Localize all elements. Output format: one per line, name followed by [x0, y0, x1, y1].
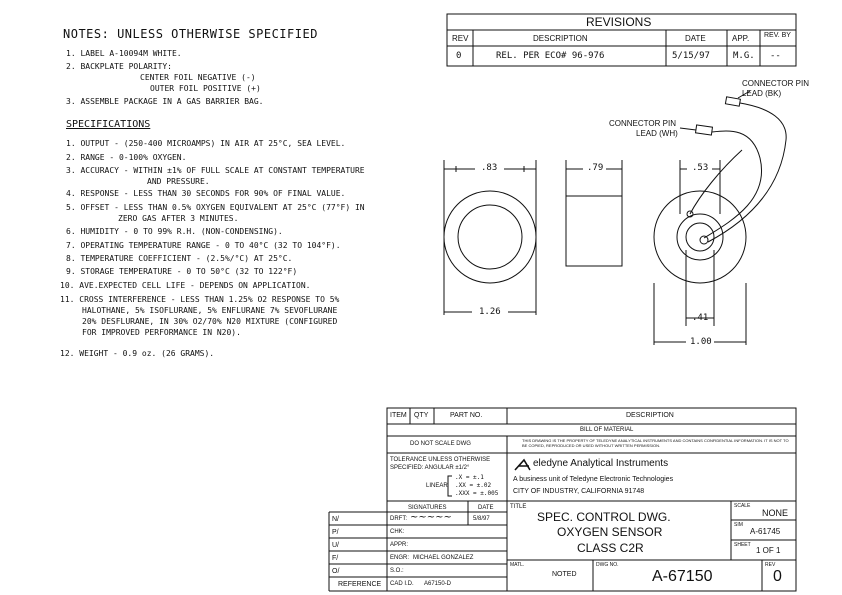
spec-6: 6. HUMIDITY - 0 TO 99% R.H. (NON-CONDENSING).	[66, 227, 283, 236]
dim-back-100: 1.00	[690, 337, 712, 347]
company-name: eledyne Analytical Instruments	[533, 458, 669, 469]
cad-id: A67150-D	[424, 581, 452, 587]
matl-header: MATL.	[510, 562, 525, 568]
title-header: TITLE	[510, 504, 527, 510]
engr-label: ENGR:	[390, 555, 410, 561]
sensor-end-view-left	[444, 160, 536, 315]
tolerance-x: .X = ±.1	[455, 474, 484, 481]
bk-lead-label: CONNECTOR PIN	[742, 79, 809, 88]
spec-4: 4. RESPONSE - LESS THAN 30 SECONDS FOR 90% OF FINAL VALUE.	[66, 189, 346, 198]
rev-row-app: M.G.	[733, 51, 755, 61]
company-city: CITY OF INDUSTRY, CALIFORNIA 91748	[513, 488, 645, 495]
bill-of-material: BILL OF MATERIAL	[580, 427, 634, 433]
drawing-title-2: OXYGEN SENSOR	[557, 525, 663, 539]
spec-11-cont3: FOR IMPROVED PERFORMANCE IN N20).	[82, 328, 241, 337]
dim-back-53: .53	[692, 163, 709, 173]
scale-header: SCALE	[734, 503, 751, 509]
scale-value: NONE	[762, 508, 789, 518]
spec-3-cont: AND PRESSURE.	[147, 177, 210, 186]
tolerance-line-1: TOLERANCE UNLESS OTHERWISE	[390, 457, 491, 463]
ref-label-n: N/	[332, 516, 339, 523]
revisions-title: REVISIONS	[586, 15, 652, 29]
wh-lead-label: CONNECTOR PIN	[609, 119, 676, 128]
cad-label: CAD I.D.	[390, 581, 414, 587]
spec-1: 1. OUTPUT - (250-400 MICROAMPS) IN AIR AT 25°C, SEA LEVEL.	[66, 139, 346, 148]
dim-back-41: .41	[692, 313, 709, 323]
bk-lead-label-2: LEAD (BK)	[742, 89, 782, 98]
ref-label-p: P/	[332, 529, 339, 536]
rev-row-revby: --	[770, 51, 781, 61]
sensor-side-view	[566, 160, 622, 266]
tolerance-line-2: SPECIFIED: ANGULAR ±1/2°	[390, 465, 470, 471]
spec-5: 5. OFFSET - LESS THAN 0.5% OXYGEN EQUIVALENT AT 25°C (77°F) IN	[66, 203, 365, 212]
spec-9: 9. STORAGE TEMPERATURE - 0 TO 50°C (32 TO 122°F)	[66, 267, 298, 276]
rev-header-revby: REV. BY	[764, 32, 791, 39]
matl-value: NOTED	[552, 571, 577, 578]
sheet-value: 1 OF 1	[756, 546, 781, 555]
tolerance-xxx: .XXX = ±.005	[455, 490, 499, 497]
ref-label-u: U/	[332, 542, 339, 549]
spec-10: 10. AVE.EXPECTED CELL LIFE - DEPENDS ON APPLICATION.	[60, 281, 311, 290]
spec-3: 3. ACCURACY - WITHIN ±1% OF FULL SCALE AT CONSTANT TEMPERATURE	[66, 166, 365, 175]
drawing-title-3: CLASS C2R	[577, 541, 644, 555]
dwg-no-value: A-67150	[652, 568, 713, 585]
rev-header-app: APP.	[732, 34, 750, 43]
title-block-lines	[329, 408, 796, 591]
bom-header-qty: QTY	[414, 412, 429, 419]
bom-header-item: ITEM	[390, 412, 407, 419]
spec-11: 11. CROSS INTERFERENCE - LESS THAN 1.25% O2 RESPONSE TO 5%	[60, 295, 340, 304]
spec-11-cont2: 20% DESFLURANE, IN 30% O2/70% N20 MIXTURE (CONFIGURED	[82, 317, 338, 326]
rev-row-description: REL. PER ECO# 96-976	[496, 51, 605, 61]
spec-2: 2. RANGE - 0-100% OXYGEN.	[66, 153, 187, 162]
spec-5-cont: ZERO GAS AFTER 3 MINUTES.	[118, 214, 239, 223]
rev-row-rev: 0	[456, 51, 462, 61]
drft-date: 5/8/97	[473, 516, 490, 522]
date-header: DATE	[478, 505, 494, 511]
note-3: 3. ASSEMBLE PACKAGE IN A GAS BARRIER BAG.	[66, 97, 264, 106]
rev-header-date: DATE	[685, 34, 706, 43]
rev-value: 0	[773, 568, 782, 585]
spec-8: 8. TEMPERATURE COEFFICIENT - (2.5%/°C) AT 25°C.	[66, 254, 293, 263]
rev-header: REV	[765, 562, 776, 568]
appr-label: APPR:	[390, 542, 409, 548]
rev-row-date: 5/15/97	[672, 51, 710, 61]
spec-12: 12. WEIGHT - 0.9 oz. (26 GRAMS).	[60, 349, 215, 358]
wh-lead-label-2: LEAD (WH)	[636, 129, 678, 138]
bom-header-part: PART NO.	[450, 412, 483, 419]
proprietary-notice: THIS DRAWING IS THE PROPERTY OF TELEDYNE ANALYTICAL INSTRUMENTS AND CONTAINS CONFIDENTIAL INFORMATION. IT IS NOT TO BE COPIED, REPRODUCED OR USED WITHOUT WRITTEN PERMISSION.	[522, 438, 789, 448]
do-not-scale: DO NOT SCALE DWG	[410, 441, 471, 447]
ref-label-o: O/	[332, 568, 340, 575]
bom-header-description: DESCRIPTION	[626, 412, 674, 419]
spec-7: 7. OPERATING TEMPERATURE RANGE - 0 TO 40°C (32 TO 104°F).	[66, 241, 341, 250]
note-1: 1. LABEL A-10094M WHITE.	[66, 49, 182, 58]
reference-label: REFERENCE	[338, 581, 382, 588]
drft-signature: ~~~~~	[410, 512, 452, 523]
drft-label: DRFT:	[390, 516, 407, 522]
tolerance-linear: LINEAR	[426, 483, 448, 489]
company-subtitle: A business unit of Teledyne Electronic Technologies	[513, 476, 674, 483]
drawing-title-1: SPEC. CONTROL DWG.	[537, 510, 671, 524]
engr-name: MICHAEL GONZALEZ	[413, 555, 474, 561]
dim-outer-id: .83	[481, 163, 498, 173]
teledyne-logo-icon	[515, 460, 530, 470]
sim-header: SIM	[734, 522, 743, 528]
note-2-outer: OUTER FOIL POSITIVE (+)	[150, 84, 261, 93]
sheet-header: SHEET	[734, 542, 751, 548]
so-label: S.O.:	[390, 568, 404, 574]
note-2-center: CENTER FOIL NEGATIVE (-)	[140, 73, 256, 82]
specifications-title: SPECIFICATIONS	[66, 119, 151, 130]
note-2: 2. BACKPLATE POLARITY:	[66, 62, 172, 71]
rev-header-rev: REV	[452, 34, 469, 43]
rev-header-description: DESCRIPTION	[533, 34, 588, 43]
dim-thickness: .79	[587, 163, 604, 173]
dwg-no-header: DWG NO.	[596, 562, 619, 568]
ref-label-f: F/	[332, 555, 339, 562]
tolerance-xx: .XX = ±.02	[455, 482, 492, 489]
spec-11-cont1: HALOTHANE, 5% ISOFLURANE, 5% ENFLURANE 7% SEVOFLURANE	[82, 306, 338, 315]
sim-value: A-61745	[750, 527, 781, 536]
signatures-header: SIGNATURES	[408, 505, 447, 511]
notes-title: NOTES: UNLESS OTHERWISE SPECIFIED	[63, 27, 318, 41]
dim-outer-diameter: 1.26	[479, 307, 501, 317]
tolerance-bracket	[448, 476, 452, 496]
chk-label: CHK:	[390, 529, 405, 535]
